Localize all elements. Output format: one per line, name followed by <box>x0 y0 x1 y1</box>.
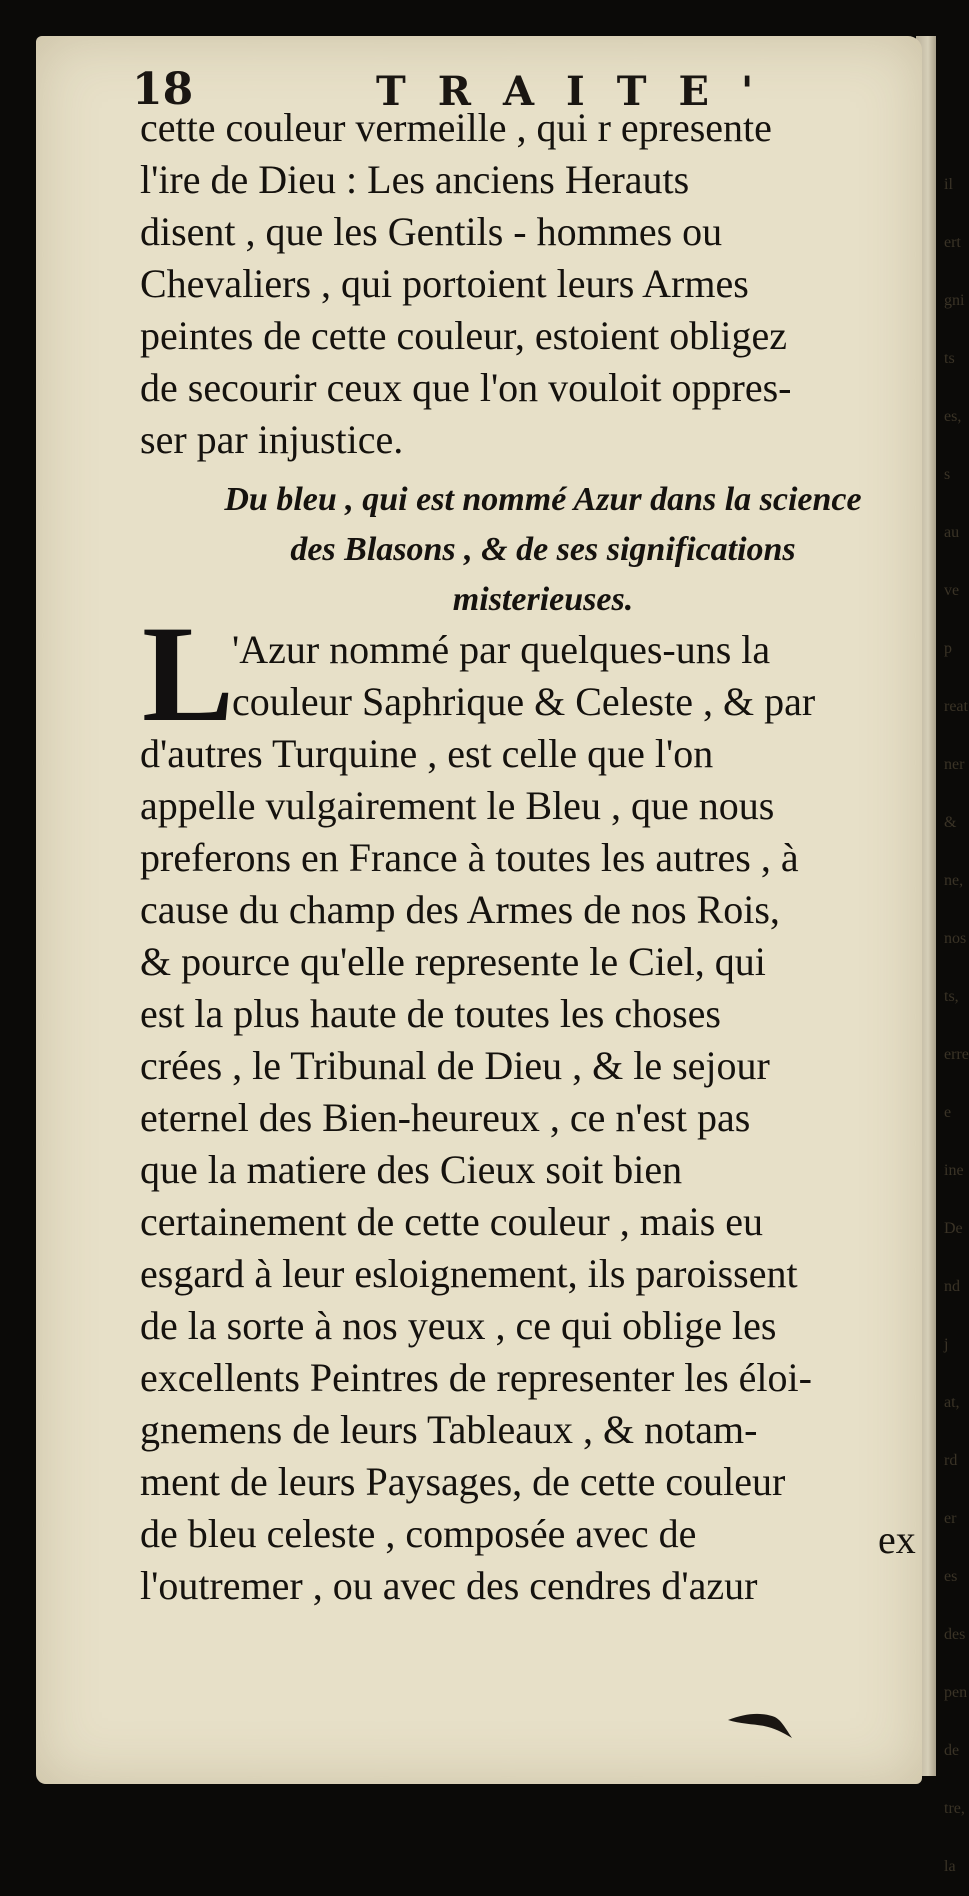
margin-fragment: rd <box>944 1452 958 1469</box>
heading-line: des Blasons , & de ses significations <box>290 531 796 568</box>
text-line: peintes de cette couleur, estoient obligez <box>140 313 788 358</box>
text-line: ment de leurs Paysages, de cette couleur <box>140 1459 786 1504</box>
running-title: TRAITE' <box>376 68 786 115</box>
ink-blot-icon <box>726 1706 796 1746</box>
margin-fragment: pen <box>944 1684 968 1701</box>
facing-page-margin-text <box>944 156 969 1896</box>
margin-fragment: s au <box>944 466 960 541</box>
margin-fragment: tre, <box>944 1800 965 1817</box>
paragraph-2 <box>140 728 946 1612</box>
book-page <box>36 36 969 1875</box>
text-line: de la sorte à nos yeux , ce qui oblige les <box>140 1303 777 1348</box>
margin-fragment: e <box>944 1104 952 1121</box>
margin-fragment: nos <box>944 930 967 947</box>
heading-line: Du bleu , qui est nommé Azur dans la science <box>224 481 862 518</box>
text-line: que la matiere des Cieux soit bien <box>140 1147 683 1192</box>
paragraph-2-indented <box>232 624 946 728</box>
margin-fragment: es, <box>944 408 962 425</box>
text-line: couleur Saphrique & Celeste , & par <box>232 679 816 724</box>
margin-fragment: er <box>944 1510 957 1527</box>
margin-fragment: ine <box>944 1162 964 1179</box>
margin-fragment: ne, <box>944 872 964 889</box>
margin-fragment: il <box>944 176 953 193</box>
margin-fragment: erre <box>944 1046 969 1063</box>
margin-fragment: gni <box>944 292 965 309</box>
text-line: disent , que les Gentils - hommes ou <box>140 209 723 254</box>
paragraph-1 <box>140 102 946 466</box>
text-line: d'autres Turquine , est celle que l'on <box>140 731 714 776</box>
margin-fragment: des <box>944 1626 966 1643</box>
text-line: esgard à leur esloignement, ils paroissent <box>140 1251 798 1296</box>
margin-fragment: nd <box>944 1278 960 1295</box>
text-line: gnemens de leurs Tableaux , & notam- <box>140 1407 758 1452</box>
margin-fragment: & <box>944 814 957 831</box>
text-line: l'ire de Dieu : Les anciens Herauts <box>140 157 690 202</box>
text-line: de secourir ceux que l'on vouloit oppres- <box>140 365 792 410</box>
text-line: est la plus haute de toutes les choses <box>140 991 721 1036</box>
margin-fragment: de <box>944 1742 960 1759</box>
margin-fragment: ts <box>944 350 955 367</box>
drop-cap: L <box>142 597 235 750</box>
page-number: 18 <box>132 64 194 115</box>
text-line: ser par injustice. <box>140 417 404 462</box>
text-line: de bleu celeste , composée avec de <box>140 1511 697 1556</box>
text-line: l'outremer , ou avec des cendres d'azur <box>140 1563 758 1608</box>
margin-fragment: ner <box>944 756 965 773</box>
margin-fragment: es <box>944 1568 958 1585</box>
text-line: preferons en France à toutes les autres , à <box>140 835 799 880</box>
margin-fragment: j <box>944 1336 949 1353</box>
margin-fragment: la <box>944 1858 956 1875</box>
text-line: certainement de cette couleur , mais eu <box>140 1199 764 1244</box>
text-line: crées , le Tribunal de Dieu , & le sejour <box>140 1043 770 1088</box>
text-line: cette couleur vermeille , qui r epresente <box>140 105 772 150</box>
text-line: appelle vulgairement le Bleu , que nous <box>140 783 775 828</box>
margin-fragment: ts, <box>944 988 959 1005</box>
margin-fragment: at, <box>944 1394 960 1411</box>
text-line: & pource qu'elle represente le Ciel, qui <box>140 939 766 984</box>
text-line: cause du champ des Armes de nos Rois, <box>140 887 780 932</box>
margin-fragment: reat <box>944 698 968 715</box>
text-line: eternel des Bien-heureux , ce n'est pas <box>140 1095 751 1140</box>
margin-fragment: ve p <box>944 582 960 657</box>
margin-fragment: ert <box>944 234 961 251</box>
margin-fragment: De <box>944 1220 963 1237</box>
heading-line: misterieuses. <box>452 581 634 618</box>
catchword: ex <box>878 1517 916 1562</box>
text-line: 'Azur nommé par quelques-uns la <box>232 627 771 672</box>
text-line: Chevaliers , qui portoient leurs Armes <box>140 261 749 306</box>
text-line: excellents Peintres de representer les éloi- <box>140 1355 812 1400</box>
